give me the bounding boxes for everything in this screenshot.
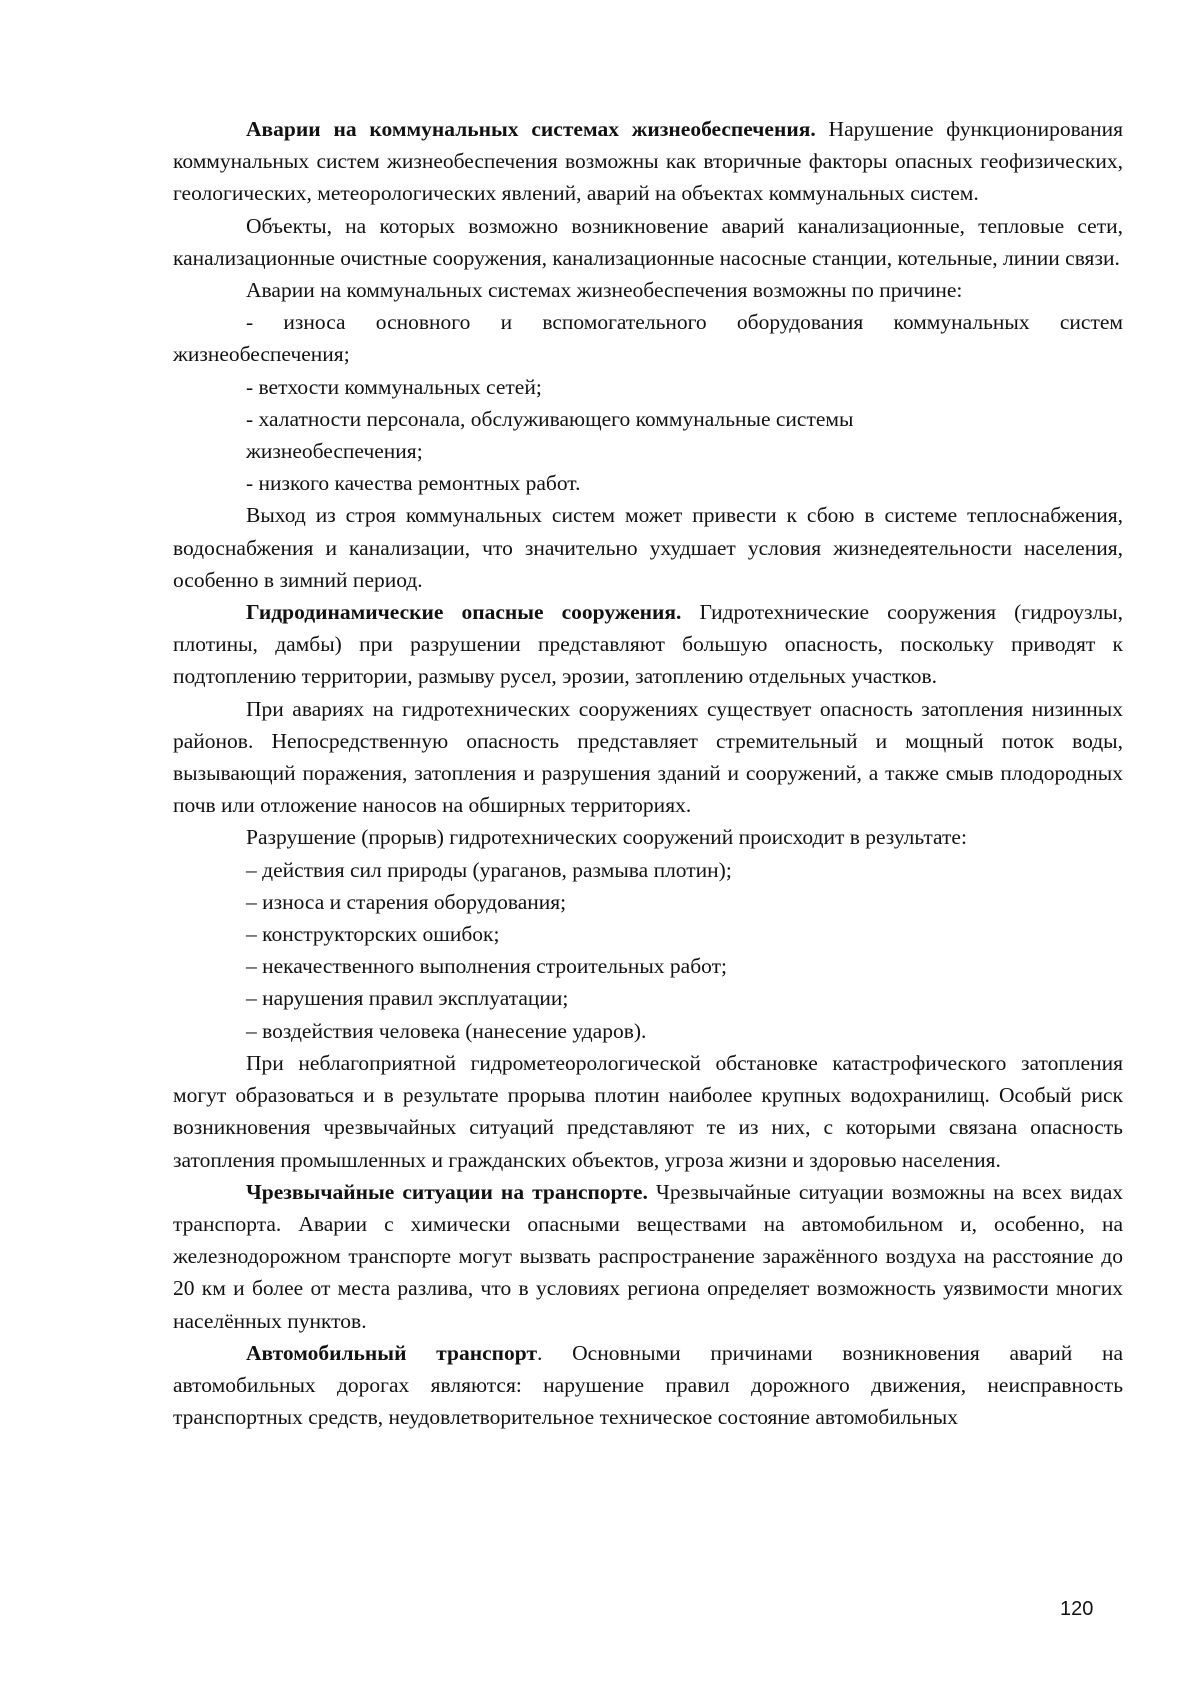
document-page [173,113,1123,1433]
paragraph-transport [173,1176,1123,1337]
list-item-communal-cause: жизнеобеспечения; [246,439,423,464]
paragraph-auto [173,1337,1123,1434]
list-item-hydro-cause: – нарушения правил эксплуатации; [246,986,569,1011]
text-communal-intro: Нарушение функционирования коммунальных систем жизнеобеспечения возможны как вторичные факторы опасных геофизических, геологических, метеорологических явлений, аварий на объектах коммунальных систем. [173,117,1123,206]
text-auto: . Основными причинами возникновения аварий на автомобильных дорогах являются: нарушение правил дорожного движения, неисправность транспортных средств, неудовлетворительное техническое состояние автомобильных [173,1340,1123,1430]
list-item-communal-cause: - ветхости коммунальных сетей; [246,374,542,399]
page-number: 120 [1060,1598,1094,1620]
list-item-communal-cause: - халатности персонала, обслуживающего коммунальные системы [246,406,854,431]
paragraph-hydro-intro [173,596,1123,693]
paragraph-hydro-causes-intro: Разрушение (прорыв) гидротехнических сооружений происходит в результате: [246,825,967,850]
list-item-hydro-cause: – износа и старения оборудования; [246,889,567,914]
paragraph-communal-causes-intro: Аварии на коммунальных системах жизнеобеспечения возможны по причине: [246,278,963,303]
list-item-hydro-cause: – воздействия человека (нанесение ударов). [246,1018,647,1043]
heading-communal: Аварии на коммунальных системах жизнеобеспечения. [246,117,816,141]
paragraph-communal-consequence: Выход из строя коммунальных систем может привести к сбою в системе теплоснабжения, водоснабжения и канализации, что значительно ухудшает условия жизнедеятельности населения, особенно в зимний период. [173,503,1123,592]
heading-auto: Автомобильный транспорт [246,1340,538,1365]
heading-hydro: Гидродинамические опасные сооружения. [246,600,682,625]
list-item-hydro-cause: – конструкторских ошибок; [246,922,500,947]
text-hydro-intro: Гидротехнические сооружения (гидроузлы, плотины, дамбы) при разрушении представляют большую опасность, поскольку приводят к подтоплению территории, размыву русел, эрозии, затоплению отдельных участков. [173,600,1123,689]
paragraph-hydro-danger: При авариях на гидротехнических сооружениях существует опасность затопления низинных районов. Непосредственную опасность представляет стремительный и мощный поток воды, вызывающий поражения, затопления и разрушения зданий и сооружений, а также смыв плодородных почв или отложение наносов на обширных территориях. [173,696,1123,818]
text-transport: Чрезвычайные ситуации возможны на всех видах транспорта. Аварии с химически опасными веществами на автомобильном и, особенно, на железнодорожном транспорте могут вызвать распространение заражённого воздуха на расстояние до 20 км и более от места разлива, что в условиях региона определяет возможность уязвимости многих населённых пунктов. [173,1179,1123,1333]
paragraph-communal-intro [173,113,1123,210]
paragraph-communal-objects: Объекты, на которых возможно возникновение аварий канализационные, тепловые сети, канализационные очистные сооружения, канализационные насосные станции, котельные, линии связи. [173,213,1123,270]
paragraph-hydro-flooding: При неблагоприятной гидрометеорологической обстановке катастрофического затопления могут образоваться и в результате прорыва плотин наиболее крупных водохранилищ. Особый риск возникновения чрезвычайных ситуаций представляют те из них, с которыми связана опасность затопления промышленных и гражданских объектов, угроза жизни и здоровью населения. [173,1050,1123,1172]
list-item-hydro-cause: – действия сил природы (ураганов, размыва плотин); [246,857,732,882]
heading-transport: Чрезвычайные ситуации на транспорте. [246,1179,648,1204]
list-item-communal-cause: - низкого качества ремонтных работ. [246,471,581,496]
list-item-communal-cause: - износа основного и вспомогательного оборудования коммунальных систем жизнеобеспечения; [173,310,1123,367]
list-item-hydro-cause: – некачественного выполнения строительных работ; [246,954,727,979]
